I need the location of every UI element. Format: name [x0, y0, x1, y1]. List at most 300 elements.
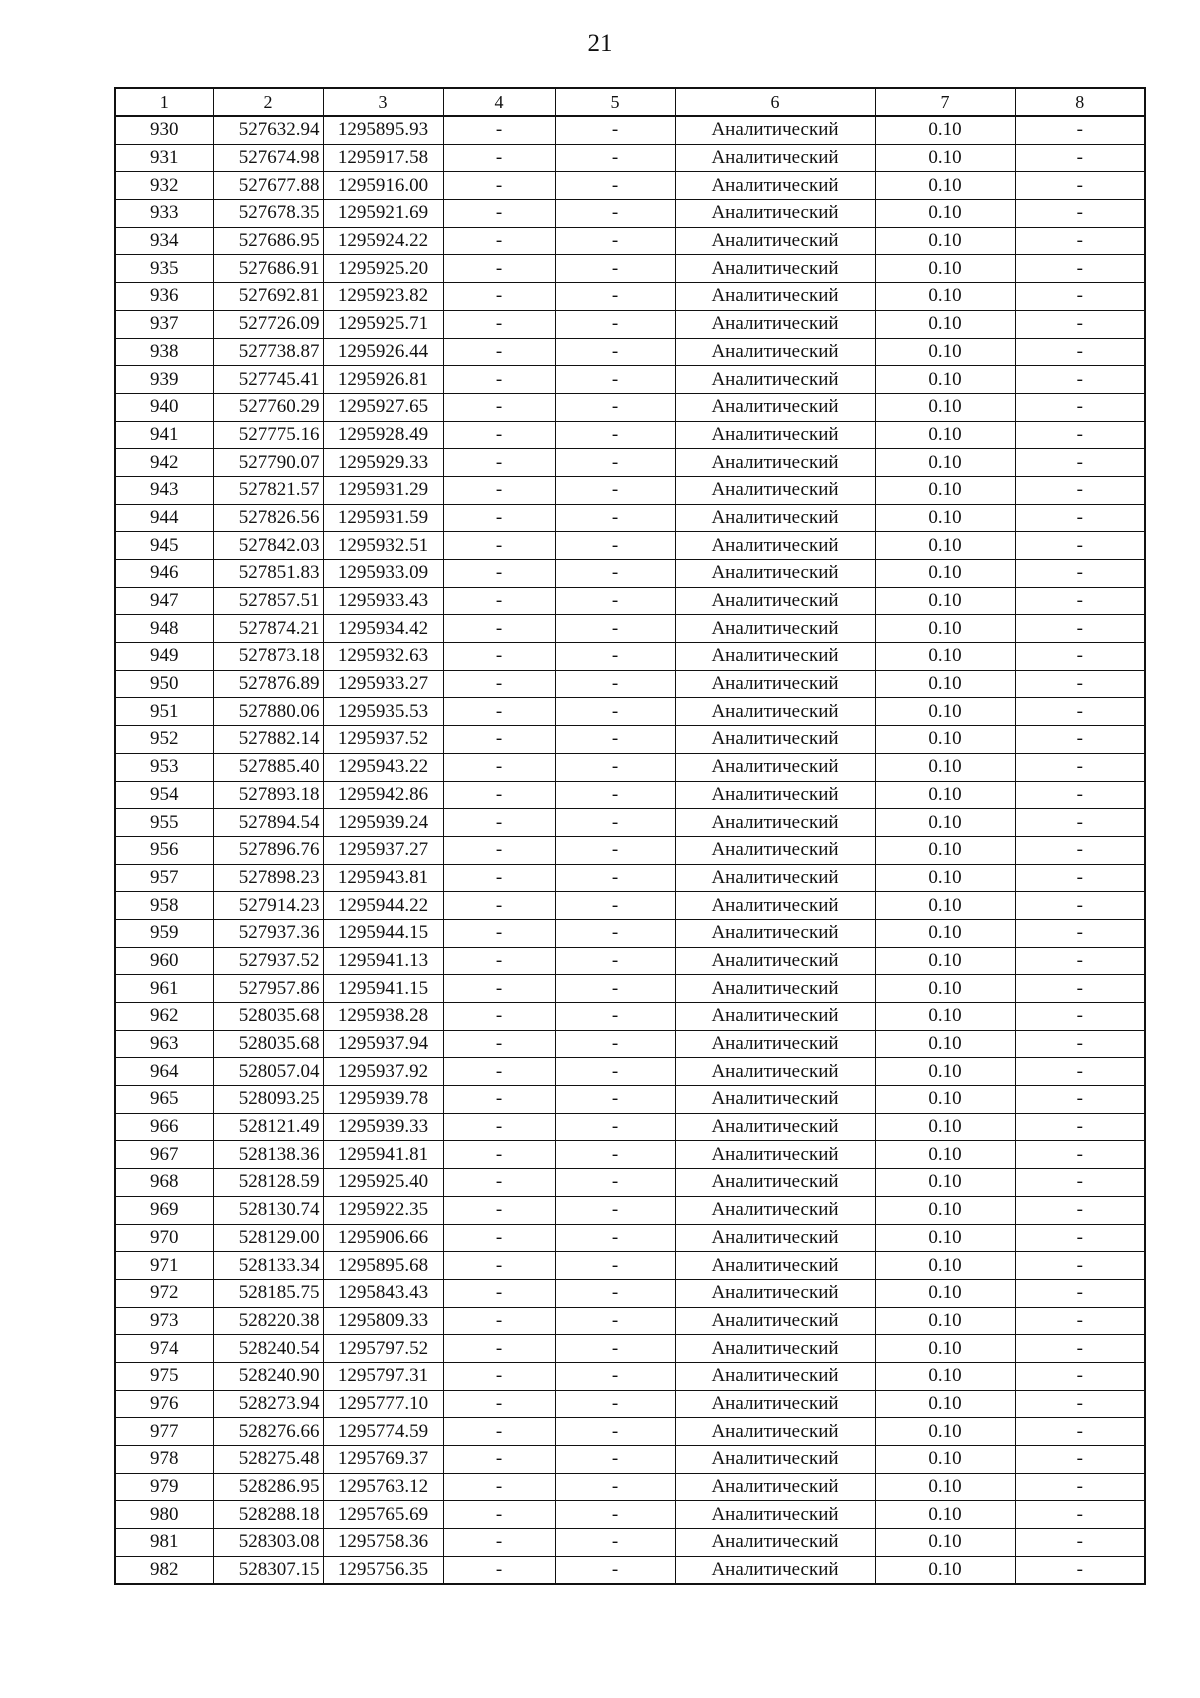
cell-accuracy: 0.10: [875, 753, 1015, 781]
cell-col5-value: -: [555, 1473, 675, 1501]
cell-col8-value: -: [1015, 532, 1145, 560]
table-row: [115, 1141, 1145, 1169]
cell-col5-value: -: [555, 1113, 675, 1141]
cell-accuracy: 0.10: [875, 1224, 1015, 1252]
cell-col4-value: -: [443, 1058, 555, 1086]
cell-point-number: 933: [115, 200, 213, 228]
cell-col5-value: -: [555, 283, 675, 311]
cell-coord-x: 527745.41: [213, 366, 323, 394]
cell-coord-x: 527686.91: [213, 255, 323, 283]
cell-col4-value: -: [443, 366, 555, 394]
cell-col4-value: -: [443, 449, 555, 477]
cell-point-number: 973: [115, 1307, 213, 1335]
cell-accuracy: 0.10: [875, 1030, 1015, 1058]
cell-coord-y: 1295925.40: [323, 1169, 443, 1197]
cell-coord-y: 1295933.09: [323, 560, 443, 588]
cell-col8-value: -: [1015, 587, 1145, 615]
cell-coord-y: 1295944.15: [323, 919, 443, 947]
cell-col4-value: -: [443, 1113, 555, 1141]
cell-coord-y: 1295938.28: [323, 1003, 443, 1031]
cell-col5-value: -: [555, 1086, 675, 1114]
cell-col4-value: -: [443, 947, 555, 975]
cell-method: Аналитический: [675, 1086, 875, 1114]
table-row: [115, 449, 1145, 477]
cell-col5-value: -: [555, 1141, 675, 1169]
cell-col5-value: -: [555, 116, 675, 144]
cell-col8-value: -: [1015, 421, 1145, 449]
cell-col4-value: -: [443, 615, 555, 643]
table-row: [115, 504, 1145, 532]
cell-col8-value: -: [1015, 1390, 1145, 1418]
table-row: [115, 366, 1145, 394]
cell-coord-y: 1295916.00: [323, 172, 443, 200]
cell-col8-value: -: [1015, 947, 1145, 975]
cell-coord-x: 527790.07: [213, 449, 323, 477]
cell-coord-y: 1295926.44: [323, 338, 443, 366]
cell-point-number: 939: [115, 366, 213, 394]
cell-point-number: 976: [115, 1390, 213, 1418]
cell-accuracy: 0.10: [875, 172, 1015, 200]
cell-col5-value: -: [555, 1529, 675, 1557]
cell-coord-x: 528220.38: [213, 1307, 323, 1335]
table-row: [115, 1529, 1145, 1557]
cell-col8-value: -: [1015, 1446, 1145, 1474]
cell-col5-value: -: [555, 1390, 675, 1418]
cell-col5-value: -: [555, 338, 675, 366]
cell-col8-value: -: [1015, 1141, 1145, 1169]
cell-coord-x: 527873.18: [213, 643, 323, 671]
cell-method: Аналитический: [675, 1279, 875, 1307]
coordinates-table: [114, 87, 1146, 1585]
table-row: [115, 1169, 1145, 1197]
cell-col5-value: -: [555, 1307, 675, 1335]
cell-coord-y: 1295924.22: [323, 227, 443, 255]
cell-accuracy: 0.10: [875, 1529, 1015, 1557]
cell-method: Аналитический: [675, 172, 875, 200]
cell-method: Аналитический: [675, 449, 875, 477]
cell-accuracy: 0.10: [875, 366, 1015, 394]
cell-point-number: 970: [115, 1224, 213, 1252]
cell-col4-value: -: [443, 1446, 555, 1474]
table-row: [115, 587, 1145, 615]
cell-coord-y: 1295937.92: [323, 1058, 443, 1086]
cell-col4-value: -: [443, 421, 555, 449]
cell-col8-value: -: [1015, 1418, 1145, 1446]
cell-col4-value: -: [443, 476, 555, 504]
cell-accuracy: 0.10: [875, 615, 1015, 643]
cell-method: Аналитический: [675, 1224, 875, 1252]
cell-col5-value: -: [555, 919, 675, 947]
cell-point-number: 967: [115, 1141, 213, 1169]
cell-col8-value: -: [1015, 504, 1145, 532]
cell-col5-value: -: [555, 476, 675, 504]
column-header: 8: [1015, 88, 1145, 116]
cell-col8-value: -: [1015, 393, 1145, 421]
cell-col4-value: -: [443, 1169, 555, 1197]
page-number: 21: [587, 30, 613, 57]
cell-point-number: 945: [115, 532, 213, 560]
cell-col4-value: -: [443, 1141, 555, 1169]
cell-method: Аналитический: [675, 310, 875, 338]
cell-accuracy: 0.10: [875, 504, 1015, 532]
cell-coord-x: 528121.49: [213, 1113, 323, 1141]
cell-col8-value: -: [1015, 1113, 1145, 1141]
cell-method: Аналитический: [675, 1501, 875, 1529]
cell-accuracy: 0.10: [875, 560, 1015, 588]
cell-col8-value: -: [1015, 1529, 1145, 1557]
cell-col5-value: -: [555, 393, 675, 421]
cell-accuracy: 0.10: [875, 476, 1015, 504]
table-row: [115, 1473, 1145, 1501]
cell-col8-value: -: [1015, 116, 1145, 144]
cell-coord-x: 527880.06: [213, 698, 323, 726]
cell-col4-value: -: [443, 1307, 555, 1335]
cell-col4-value: -: [443, 393, 555, 421]
cell-col5-value: -: [555, 1501, 675, 1529]
cell-col4-value: -: [443, 116, 555, 144]
cell-accuracy: 0.10: [875, 1501, 1015, 1529]
cell-col8-value: -: [1015, 1252, 1145, 1280]
cell-coord-y: 1295923.82: [323, 283, 443, 311]
cell-accuracy: 0.10: [875, 1362, 1015, 1390]
table-row: [115, 393, 1145, 421]
cell-col5-value: -: [555, 809, 675, 837]
cell-col8-value: -: [1015, 809, 1145, 837]
cell-col8-value: -: [1015, 1556, 1145, 1584]
cell-accuracy: 0.10: [875, 1446, 1015, 1474]
cell-col4-value: -: [443, 1252, 555, 1280]
table-row: [115, 144, 1145, 172]
cell-point-number: 941: [115, 421, 213, 449]
cell-accuracy: 0.10: [875, 892, 1015, 920]
cell-coord-x: 527894.54: [213, 809, 323, 837]
table-row: [115, 1279, 1145, 1307]
table-row: [115, 1003, 1145, 1031]
cell-point-number: 942: [115, 449, 213, 477]
cell-col5-value: -: [555, 172, 675, 200]
cell-coord-y: 1295925.71: [323, 310, 443, 338]
table-row: [115, 1058, 1145, 1086]
cell-col5-value: -: [555, 1279, 675, 1307]
cell-col4-value: -: [443, 560, 555, 588]
table-row: [115, 255, 1145, 283]
cell-coord-y: 1295937.94: [323, 1030, 443, 1058]
cell-method: Аналитический: [675, 615, 875, 643]
cell-coord-y: 1295895.68: [323, 1252, 443, 1280]
cell-method: Аналитический: [675, 393, 875, 421]
cell-method: Аналитический: [675, 560, 875, 588]
cell-coord-x: 527914.23: [213, 892, 323, 920]
cell-col4-value: -: [443, 1556, 555, 1584]
cell-coord-y: 1295937.52: [323, 726, 443, 754]
cell-coord-y: 1295763.12: [323, 1473, 443, 1501]
cell-method: Аналитический: [675, 1390, 875, 1418]
column-header: 3: [323, 88, 443, 116]
table-row: [115, 947, 1145, 975]
column-header: 5: [555, 88, 675, 116]
cell-point-number: 952: [115, 726, 213, 754]
cell-point-number: 954: [115, 781, 213, 809]
cell-method: Аналитический: [675, 200, 875, 228]
cell-accuracy: 0.10: [875, 1169, 1015, 1197]
cell-col4-value: -: [443, 310, 555, 338]
cell-col8-value: -: [1015, 975, 1145, 1003]
table-row: [115, 1556, 1145, 1584]
cell-method: Аналитический: [675, 864, 875, 892]
cell-accuracy: 0.10: [875, 975, 1015, 1003]
cell-accuracy: 0.10: [875, 1058, 1015, 1086]
cell-point-number: 935: [115, 255, 213, 283]
cell-col8-value: -: [1015, 560, 1145, 588]
cell-coord-x: 528185.75: [213, 1279, 323, 1307]
cell-accuracy: 0.10: [875, 1556, 1015, 1584]
cell-accuracy: 0.10: [875, 919, 1015, 947]
cell-col5-value: -: [555, 366, 675, 394]
cell-point-number: 961: [115, 975, 213, 1003]
cell-col5-value: -: [555, 836, 675, 864]
table-row: [115, 836, 1145, 864]
cell-col5-value: -: [555, 615, 675, 643]
cell-method: Аналитический: [675, 1141, 875, 1169]
cell-coord-x: 527857.51: [213, 587, 323, 615]
cell-col8-value: -: [1015, 1058, 1145, 1086]
cell-coord-y: 1295941.81: [323, 1141, 443, 1169]
cell-method: Аналитический: [675, 726, 875, 754]
cell-accuracy: 0.10: [875, 116, 1015, 144]
cell-col8-value: -: [1015, 1030, 1145, 1058]
cell-coord-x: 527937.52: [213, 947, 323, 975]
cell-method: Аналитический: [675, 227, 875, 255]
cell-col8-value: -: [1015, 919, 1145, 947]
cell-accuracy: 0.10: [875, 1086, 1015, 1114]
cell-method: Аналитический: [675, 809, 875, 837]
cell-col4-value: -: [443, 1418, 555, 1446]
cell-col4-value: -: [443, 1390, 555, 1418]
cell-col5-value: -: [555, 698, 675, 726]
cell-coord-y: 1295932.63: [323, 643, 443, 671]
cell-method: Аналитический: [675, 892, 875, 920]
cell-method: Аналитический: [675, 975, 875, 1003]
cell-point-number: 930: [115, 116, 213, 144]
table-header: [115, 88, 1145, 116]
cell-col8-value: -: [1015, 726, 1145, 754]
cell-col5-value: -: [555, 947, 675, 975]
cell-col5-value: -: [555, 1418, 675, 1446]
header-row: [115, 88, 1145, 116]
cell-method: Аналитический: [675, 836, 875, 864]
cell-col8-value: -: [1015, 1003, 1145, 1031]
cell-col5-value: -: [555, 1224, 675, 1252]
cell-method: Аналитический: [675, 1030, 875, 1058]
cell-col4-value: -: [443, 726, 555, 754]
cell-coord-x: 528275.48: [213, 1446, 323, 1474]
cell-coord-x: 527898.23: [213, 864, 323, 892]
cell-coord-y: 1295941.15: [323, 975, 443, 1003]
cell-point-number: 982: [115, 1556, 213, 1584]
cell-col8-value: -: [1015, 781, 1145, 809]
cell-col5-value: -: [555, 227, 675, 255]
cell-coord-x: 527851.83: [213, 560, 323, 588]
cell-point-number: 951: [115, 698, 213, 726]
cell-col8-value: -: [1015, 144, 1145, 172]
cell-method: Аналитический: [675, 116, 875, 144]
column-header: 1: [115, 88, 213, 116]
cell-method: Аналитический: [675, 1196, 875, 1224]
cell-point-number: 953: [115, 753, 213, 781]
cell-col4-value: -: [443, 1196, 555, 1224]
cell-coord-y: 1295895.93: [323, 116, 443, 144]
cell-col4-value: -: [443, 200, 555, 228]
cell-col5-value: -: [555, 1252, 675, 1280]
column-header: 6: [675, 88, 875, 116]
cell-coord-y: 1295917.58: [323, 144, 443, 172]
table-row: [115, 919, 1145, 947]
cell-point-number: 940: [115, 393, 213, 421]
cell-col8-value: -: [1015, 864, 1145, 892]
cell-method: Аналитический: [675, 1473, 875, 1501]
cell-col8-value: -: [1015, 1224, 1145, 1252]
cell-coord-y: 1295765.69: [323, 1501, 443, 1529]
cell-method: Аналитический: [675, 1556, 875, 1584]
cell-col5-value: -: [555, 1196, 675, 1224]
cell-accuracy: 0.10: [875, 864, 1015, 892]
cell-coord-x: 528240.90: [213, 1362, 323, 1390]
table-row: [115, 1196, 1145, 1224]
cell-col8-value: -: [1015, 172, 1145, 200]
cell-coord-y: 1295906.66: [323, 1224, 443, 1252]
cell-col5-value: -: [555, 310, 675, 338]
cell-col4-value: -: [443, 1335, 555, 1363]
table-row: [115, 1030, 1145, 1058]
cell-point-number: 980: [115, 1501, 213, 1529]
table-row: [115, 726, 1145, 754]
cell-accuracy: 0.10: [875, 449, 1015, 477]
table-row: [115, 864, 1145, 892]
cell-coord-x: 528286.95: [213, 1473, 323, 1501]
cell-point-number: 943: [115, 476, 213, 504]
cell-col8-value: -: [1015, 1279, 1145, 1307]
cell-col5-value: -: [555, 1446, 675, 1474]
cell-col5-value: -: [555, 255, 675, 283]
cell-col8-value: -: [1015, 1196, 1145, 1224]
cell-method: Аналитический: [675, 781, 875, 809]
table-row: [115, 1252, 1145, 1280]
cell-col4-value: -: [443, 255, 555, 283]
cell-coord-x: 528035.68: [213, 1030, 323, 1058]
cell-point-number: 971: [115, 1252, 213, 1280]
cell-point-number: 963: [115, 1030, 213, 1058]
cell-point-number: 950: [115, 670, 213, 698]
cell-col4-value: -: [443, 1529, 555, 1557]
table-row: [115, 1224, 1145, 1252]
cell-accuracy: 0.10: [875, 255, 1015, 283]
cell-coord-x: 527775.16: [213, 421, 323, 449]
cell-method: Аналитический: [675, 670, 875, 698]
cell-col4-value: -: [443, 781, 555, 809]
cell-col8-value: -: [1015, 1169, 1145, 1197]
cell-coord-y: 1295929.33: [323, 449, 443, 477]
cell-col4-value: -: [443, 532, 555, 560]
cell-point-number: 934: [115, 227, 213, 255]
cell-coord-y: 1295939.24: [323, 809, 443, 837]
cell-col5-value: -: [555, 587, 675, 615]
cell-point-number: 936: [115, 283, 213, 311]
cell-method: Аналитический: [675, 1446, 875, 1474]
cell-point-number: 979: [115, 1473, 213, 1501]
cell-coord-x: 527893.18: [213, 781, 323, 809]
cell-method: Аналитический: [675, 1058, 875, 1086]
table-row: [115, 227, 1145, 255]
cell-coord-x: 527726.09: [213, 310, 323, 338]
cell-col5-value: -: [555, 1169, 675, 1197]
cell-col4-value: -: [443, 670, 555, 698]
cell-point-number: 955: [115, 809, 213, 837]
cell-point-number: 938: [115, 338, 213, 366]
cell-point-number: 965: [115, 1086, 213, 1114]
cell-col5-value: -: [555, 1058, 675, 1086]
cell-coord-x: 527957.86: [213, 975, 323, 1003]
table-row: [115, 698, 1145, 726]
cell-point-number: 957: [115, 864, 213, 892]
cell-col5-value: -: [555, 726, 675, 754]
table-body: [115, 116, 1145, 1584]
cell-accuracy: 0.10: [875, 421, 1015, 449]
cell-coord-x: 528240.54: [213, 1335, 323, 1363]
cell-col8-value: -: [1015, 1086, 1145, 1114]
cell-coord-y: 1295931.59: [323, 504, 443, 532]
cell-coord-x: 528093.25: [213, 1086, 323, 1114]
cell-coord-x: 527842.03: [213, 532, 323, 560]
cell-point-number: 968: [115, 1169, 213, 1197]
cell-accuracy: 0.10: [875, 1196, 1015, 1224]
cell-coord-x: 527876.89: [213, 670, 323, 698]
cell-method: Аналитический: [675, 1335, 875, 1363]
cell-col4-value: -: [443, 587, 555, 615]
table-row: [115, 781, 1145, 809]
cell-point-number: 959: [115, 919, 213, 947]
cell-coord-y: 1295925.20: [323, 255, 443, 283]
cell-coord-y: 1295935.53: [323, 698, 443, 726]
cell-col5-value: -: [555, 753, 675, 781]
cell-coord-x: 527760.29: [213, 393, 323, 421]
column-header: 2: [213, 88, 323, 116]
cell-coord-y: 1295926.81: [323, 366, 443, 394]
cell-point-number: 964: [115, 1058, 213, 1086]
cell-coord-y: 1295944.22: [323, 892, 443, 920]
cell-method: Аналитический: [675, 338, 875, 366]
cell-col5-value: -: [555, 975, 675, 1003]
cell-coord-y: 1295933.43: [323, 587, 443, 615]
cell-coord-y: 1295943.81: [323, 864, 443, 892]
cell-col5-value: -: [555, 449, 675, 477]
table-row: [115, 1501, 1145, 1529]
cell-col4-value: -: [443, 753, 555, 781]
cell-coord-y: 1295774.59: [323, 1418, 443, 1446]
cell-col5-value: -: [555, 200, 675, 228]
cell-coord-x: 528129.00: [213, 1224, 323, 1252]
cell-point-number: 960: [115, 947, 213, 975]
cell-accuracy: 0.10: [875, 338, 1015, 366]
cell-col4-value: -: [443, 836, 555, 864]
cell-method: Аналитический: [675, 421, 875, 449]
cell-col4-value: -: [443, 1003, 555, 1031]
cell-col5-value: -: [555, 1362, 675, 1390]
table-row: [115, 310, 1145, 338]
cell-col8-value: -: [1015, 449, 1145, 477]
cell-coord-y: 1295932.51: [323, 532, 443, 560]
cell-col8-value: -: [1015, 615, 1145, 643]
cell-accuracy: 0.10: [875, 836, 1015, 864]
